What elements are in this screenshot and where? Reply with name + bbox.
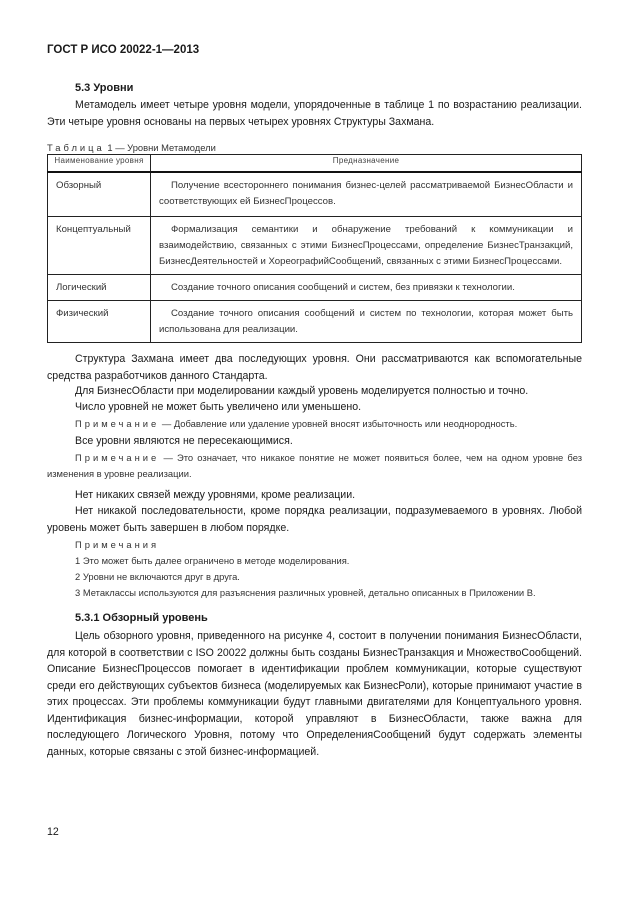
subsection-title: 5.3.1 Обзорный уровень bbox=[75, 612, 208, 624]
section-intro: Метамодель имеет четыре уровня модели, упорядоченные в таблице 1 по возрастанию реализации. Эти четыре уровня основаны на первых четырех уровнях Структуры Захмана. bbox=[47, 99, 582, 128]
paragraph: Нет никаких связей между уровнями, кроме реализации. bbox=[75, 489, 356, 501]
level-purpose: Получение всестороннего понимания бизнес-целей рассматриваемой БизнесОбласти и соответствующих ей БизнесПроцессов. bbox=[151, 172, 582, 216]
note-text: — Добавление или удаление уровней вносят избыточность или неоднородность. bbox=[159, 418, 518, 429]
column-header-name: Наименование уровня bbox=[48, 155, 151, 173]
table-row bbox=[48, 274, 582, 300]
paragraph: Нет никакой последовательности, кроме порядка реализации, подразумеваемого в уровнях. Любой уровень может быть завершен в любом порядке. bbox=[47, 505, 582, 534]
table-row bbox=[48, 300, 582, 342]
notes-label: Примечания bbox=[75, 539, 160, 550]
level-purpose: Создание точного описания сообщений и систем, без привязки к технологии. bbox=[151, 274, 582, 300]
subsection-text: Цель обзорного уровня, приведенного на рисунке 4, состоит в получении понимания БизнесОбласти, для которой в соответствии с ISO 20022 должны быть созданы БизнесТранзакция и МножествоСообщений. Описание БизнесПроцессов помогает в идентификации проблем коммуникации, которые существуют среди его действующих субъектов бизнеса (моделируемых как БизнесРоли), которые принимают участие в этих процессах. Эти проблемы коммуникации будут главными двигателями для Концептуального уровня. Идентификация бизнес-информации, которой управляют в БизнесОбласти, также важна для последующего Логического Уровня, потому что ОпределенияСообщений будут содержать элементы данных, которые связаны с этой бизнес-информацией. bbox=[47, 630, 582, 758]
paragraph: Структура Захмана имеет два последующих уровня. Они рассматриваются как вспомогательные средства разработчиков данного Стандарта. bbox=[47, 353, 582, 382]
level-name: Концептуальный bbox=[48, 216, 151, 274]
paragraph: Все уровни являются не пересекающимися. bbox=[75, 435, 293, 447]
levels-table bbox=[47, 154, 582, 343]
note-text: — Это означает, что никакое понятие не может появиться более, чем на одном уровне без изменения в уровне реализации. bbox=[47, 452, 582, 479]
paragraph: Для БизнесОбласти при моделировании каждый уровень моделируется полностью и точно. bbox=[75, 385, 529, 397]
note bbox=[47, 450, 582, 482]
level-purpose: Создание точного описания сообщений и систем по технологии, которая может быть использована для реализации. bbox=[151, 300, 582, 342]
note-label: Примечание bbox=[75, 418, 160, 429]
column-header-purpose: Предназначение bbox=[151, 155, 582, 173]
level-name: Обзорный bbox=[48, 172, 151, 216]
document-header: ГОСТ Р ИСО 20022-1—2013 bbox=[47, 44, 200, 56]
page-number: 12 bbox=[47, 826, 59, 838]
paragraph: Число уровней не может быть увеличено или уменьшено. bbox=[75, 401, 362, 413]
note-item: 3 Метаклассы используются для разъяснения различных уровней, детально описанных в Приложении В. bbox=[75, 587, 536, 598]
level-purpose: Формализация семантики и обнаружение требований к коммуникации и взаимодействию, связанных с этими БизнесПроцессами, определение БизнесТранзакций, БизнесДеятельностей и ХореографийСообщений, связанных с этими БизнесПроцессами. bbox=[151, 216, 582, 274]
table-caption-text: 1 — Уровни Метамодели bbox=[107, 142, 216, 153]
note-label: Примечание bbox=[75, 452, 160, 463]
table-caption-prefix: Таблица bbox=[47, 142, 105, 153]
note bbox=[47, 416, 582, 432]
level-name: Логический bbox=[48, 274, 151, 300]
table-row bbox=[48, 216, 582, 274]
section-title: 5.3 Уровни bbox=[75, 82, 134, 94]
level-name: Физический bbox=[48, 300, 151, 342]
note-item: 2 Уровни не включаются друг в друга. bbox=[75, 571, 240, 582]
table-header-row bbox=[48, 155, 582, 173]
table-row bbox=[48, 172, 582, 216]
note-item: 1 Это может быть далее ограничено в методе моделирования. bbox=[75, 555, 350, 566]
